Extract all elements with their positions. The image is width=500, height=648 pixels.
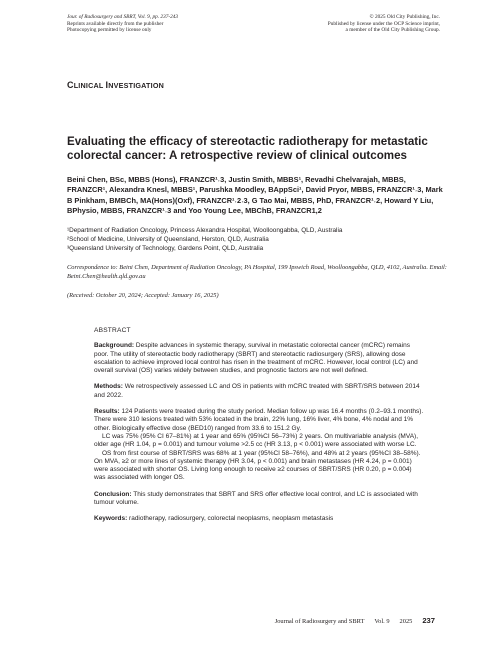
correspondence: Correspondence to: Beini Chen, Department of Radiation Oncology, PA Hospital, 199 Ipswich Road, Woolloongabba, QLD, 4102, Australia. Email: Beini.Chen@health.qld.gov.au bbox=[67, 264, 447, 280]
section-label: CLINICAL INVESTIGATION bbox=[67, 80, 165, 90]
header-right-line: a member of the Old City Publishing Group. bbox=[345, 27, 440, 34]
header-right-line: Published by license under the OCP Science imprint, bbox=[327, 20, 440, 27]
abstract-results-os: OS from first course of SBRT/SRS was 68% at 1 year (95%CI 58–76%), and 48% at 2 years (95%CI 38–58%). On MVA, ≥2 or more lines of systemic therapy (HR 3.04, p < 0.001) and brain metastases (HR 4.24, p = 0.001) were associated with shorter OS. Living long enough to receive ≥2 courses of SBRT/SRS (HR 0.20, p = 0.004) was associated with longer OS. bbox=[94, 449, 421, 482]
affiliation: ²School of Medicine, University of Queensland, Herston, QLD, Australia bbox=[67, 235, 269, 243]
running-header-right bbox=[240, 14, 440, 34]
abstract-results-lc: LC was 75% (95% CI 67–81%) at 1 year and 65% (95%CI 56–73%) 2 years. On multivariable analysis (MVA), older age (HR 1.04, p = 0.001) and tumour volume >2.5 cc (HR 3.13, p < 0.001) were associated with worse LC. bbox=[94, 432, 418, 449]
article-title: Evaluating the efficacy of stereotactic radiotherapy for metastatic colorectal cancer: A retrospective review of clinical outcomes bbox=[67, 135, 428, 163]
abstract-keywords: Keywords: radiotherapy, radiosurgery, colorectal neoplasms, neoplasm metastasis bbox=[94, 515, 334, 523]
abstract-heading: ABSTRACT bbox=[94, 327, 131, 334]
page-footer bbox=[255, 616, 435, 625]
running-header-left bbox=[67, 14, 267, 34]
footer-year: 2025 bbox=[399, 618, 413, 625]
abstract-methods: Methods: We retrospectively assessed LC and OS in patients with mCRC treated with SBRT/SRS between 2014 and 2022. bbox=[94, 383, 420, 399]
header-left-line: Photocopying permitted by license only bbox=[67, 27, 152, 34]
header-right-line: © 2025 Old City Publishing, Inc. bbox=[369, 14, 440, 20]
page-number: 237 bbox=[422, 616, 435, 625]
abstract bbox=[94, 327, 424, 524]
author-list: Beini Chen, BSc, MBBS (Hons), FRANZCR¹˒3, Justin Smith, MBBS¹, Revadhi Chelvarajah, MBBS, FRANZCR¹, Alexandra Knesl, MBBS¹, Parushka Moodley, BAppSci¹, David Pryor, MBBS, FRANZCR¹˒3, Mark B Pinkham, BMBCh, MA(Hons)(Oxf), FRANZCR¹˒2˒3, G Tao Mai, MBBS, PhD, FRANZCR¹˒2, Howard Y Liu, BPhysio, MBBS, FRANZCR¹˒3 and Yoo Young Lee, MBChB, FRANZCR1,2 bbox=[67, 175, 443, 216]
affiliations bbox=[67, 227, 447, 254]
abstract-results: Results: 124 Patients were treated during the study period. Median follow up was 16.4 months (0.2–93.1 months). There were 310 lesions treated with 53% located in the brain, 22% lung, 16% liver, 4% bone, 4% nodal and 1% other. Biologically effective dose (BED10) ranged from 33.6 to 151.2 Gy. bbox=[94, 408, 424, 432]
affiliation: ¹Department of Radiation Oncology, Princess Alexandra Hospital, Woolloongabba, QLD, Australia bbox=[67, 227, 343, 234]
received-dates: (Received: October 20, 2024; Accepted: January 16, 2025) bbox=[67, 292, 219, 299]
footer-volume: Vol. 9 bbox=[374, 618, 390, 625]
header-left-line: Jour. of Radiosurgery and SBRT, Vol. 9, pp. 237-243 bbox=[67, 14, 179, 20]
footer-journal: Journal of Radiosurgery and SBRT bbox=[274, 618, 365, 625]
affiliation: ³Queensland University of Technology, Gardens Point, QLD, Australia bbox=[67, 244, 264, 252]
abstract-conclusion: Conclusion: This study demonstrates that SBRT and SRS offer effective local control, and LC is associated with tumour volume. bbox=[94, 490, 418, 507]
header-left-line: Reprints available directly from the publisher bbox=[67, 20, 164, 27]
abstract-background: Background: Despite advances in systemic therapy, survival in metastatic colorectal cancer (mCRC) remains poor. The utility of stereotactic body radiotherapy (SBRT) and stereotactic radiosurgery (SRS), allowing dose escalation to achieve improved local control has risen in the treatment of mCRC. However, local control (LC) and overall survival (OS) varies widely between studies, and prognostic factors are not well defined. bbox=[94, 342, 418, 375]
